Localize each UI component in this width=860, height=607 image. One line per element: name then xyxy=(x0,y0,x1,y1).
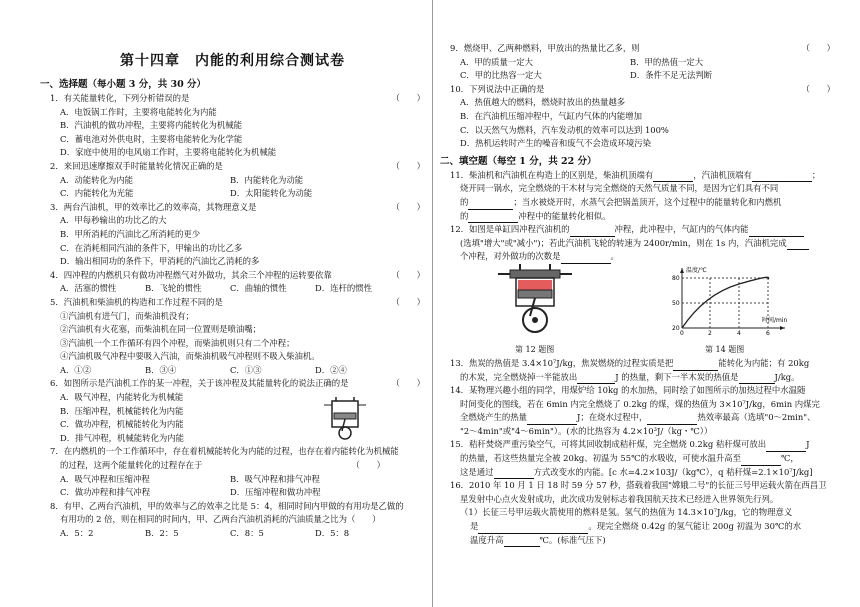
q11-line4: 的 冲程中的能量转化相似。 xyxy=(440,210,835,224)
x-tick-6: 6 xyxy=(766,329,770,336)
q5-statement-3: ③汽油机一个工作循环有四个冲程，而柴油机则只有二个冲程； xyxy=(60,337,295,348)
column-divider xyxy=(432,0,433,607)
q12-blank-4[interactable] xyxy=(561,253,611,264)
engine-stroke-figure xyxy=(490,264,580,336)
q14-line1: 14．某物理兴趣小组的同学，用煤炉给 10kg 的水加热，同时绘了如图所示的加热过程中水温随 xyxy=(450,385,806,396)
y-tick-80: 80 xyxy=(672,274,680,282)
q13-blank-2[interactable] xyxy=(577,373,615,384)
q7-options-row1: A．吸气冲程和压缩冲程 B．吸气冲程和排气冲程 xyxy=(60,473,320,484)
q5-statement-1: ①汽油机有进气门，而柴油机没有； xyxy=(60,310,194,321)
q1-option-d: D．家庭中使用的电风扇工作时，主要将电能转化为机械能 xyxy=(60,147,277,158)
q11-blank-2[interactable] xyxy=(752,171,812,182)
chart-x-label: 时间/min xyxy=(762,316,788,324)
q15-line3: 这是通过 方式改变水的内能。[c 水=4.2×103J/（kg℃），q 秸秆煤=2.1×10⁷J/kg] xyxy=(440,466,835,480)
q10-option-b: B．在汽油机压缩冲程中，气缸内气体的内能增加 xyxy=(460,110,643,121)
q11-line3: 的 ；当水被烧开时，水蒸气会把锅盖顶开，这个过程中的能量转化和内燃机 xyxy=(440,196,835,210)
q10-option-d: D．热机运转时产生的噪音和废气不会造成环境污染 xyxy=(460,138,651,149)
q2-options-row2: C．内能转化为光能 D．太阳能转化为动能 xyxy=(60,188,313,199)
x-tick-0: 0 xyxy=(680,329,684,336)
q14-line2: 时间变化的图线，若在 6min 内完全燃烧了 0.2kg 的煤，煤的热值为 3×10⁷J/kg，6min 内煤完 xyxy=(460,398,820,409)
q7-stem-cont: 的过程，这两个能量转化的过程存在于 （ ） xyxy=(60,460,385,471)
q6-option-a: A．吸气冲程，内能转化为机械能 xyxy=(60,392,184,403)
q10-stem: 10．下列说法中正确的是 （ ） xyxy=(450,83,835,94)
q15-blank-2[interactable] xyxy=(741,455,781,466)
q1-stem: 1．有关能量转化，下列分析错误的是 （ ） xyxy=(50,93,425,103)
q14-blank-2[interactable] xyxy=(647,414,697,425)
q6-option-c: C．做功冲程，机械能转化为内能 xyxy=(60,419,184,430)
q15-blank-1[interactable] xyxy=(766,441,806,452)
q15-line1: 15．秸秆焚烧严重污染空气，可将其回收制成秸秆煤，完全燃烧 0.2kg 秸秆煤可放出 J xyxy=(440,438,835,452)
right-column xyxy=(440,10,835,547)
q16-line5: 温度升高 ℃。(标准气压下) xyxy=(440,534,835,548)
fig12-caption: 第 12 题图 xyxy=(515,344,555,354)
q2-stem: 2．来回迅速摩擦双手时能量转化情况正确的是 （ ） xyxy=(50,160,425,171)
y-tick-20: 20 xyxy=(672,324,680,332)
x-tick-2: 2 xyxy=(708,329,712,336)
q8-stem: 8．有甲、乙两台汽油机，甲的效率与乙的效率之比是 5：4，相同时间内甲做的有用功是乙做的 xyxy=(50,500,404,511)
q6-stem: 6．如图所示是汽油机工作的某一冲程，关于该冲程及其能量转化的说法正确的是 （ ） xyxy=(50,378,425,389)
q14-blank-1[interactable] xyxy=(527,414,577,425)
left-column xyxy=(40,10,425,541)
q12-blank-2[interactable] xyxy=(749,226,804,237)
q12-blank-3[interactable] xyxy=(787,239,809,250)
q13-line2: 的木炭，完全燃烧掉一半能放出 J 的热量，剩下一半木炭的热值是 J/kg。 xyxy=(440,371,835,385)
q3-stem: 3．两台汽油机，甲的效率比乙的效率高，其物理意义是 （ ） xyxy=(50,201,425,212)
q12-line3: 个冲程，对外做功的次数是 。 xyxy=(440,250,835,264)
chart-y-label: 温度/℃ xyxy=(686,266,707,274)
q15-line2: 的热量，若这些热量完全被 20kg、初温为 55℃的水吸收，可使水温升高至 ℃， xyxy=(440,452,835,466)
q12-line1: 12．如图是单缸四冲程汽油机的 冲程，此冲程中，气缸内的气体内能 xyxy=(440,223,835,237)
q11-blank-3[interactable] xyxy=(468,199,513,210)
q5-statement-4: ④汽油机吸气冲程中要吸入汽油，而柴油机吸气冲程则不吸入柴油机。 xyxy=(60,351,320,362)
figure-captions xyxy=(440,344,835,357)
q14-line4: "2～4min"或"4～6min"）。(水的比热容为 4.2×10³J/（kg・℃）） xyxy=(460,425,713,436)
q3-option-c: C．在消耗相同汽油的条件下，甲输出的功比乙多 xyxy=(60,242,243,253)
q13-line1: 13．焦炭的热值是 3.4×10⁷J/kg，焦炭燃烧的过程实质是把 能转化为内能；有 20kg xyxy=(440,357,835,371)
q11-line1: 11．柴油机和汽油机在构造上的区别是，柴油机顶端有 ，汽油机顶端有 ； xyxy=(440,169,835,183)
q9-options-row1: A．甲的质量一定大 B．甲的热值一定大 xyxy=(460,56,704,67)
q12-line2: (选填"增大"或"减小")；若此汽油机飞轮的转速为 2400r/min，则在 1s 内，汽油机完成 xyxy=(440,237,835,251)
q5-statement-2: ②汽油机有火花塞，而柴油机在同一位置则是喷油嘴； xyxy=(60,324,261,335)
q6-option-b: B．压缩冲程，机械能转化为内能 xyxy=(60,405,184,416)
q10-option-c: C．以天然气为燃料，汽车发动机的效率可以达到 100% xyxy=(460,124,669,135)
fig14-caption: 第 14 题图 xyxy=(705,344,745,354)
q9-stem: 9．燃烧甲、乙两种燃料，甲放出的热量比乙多，则 （ ） xyxy=(450,43,835,53)
q1-option-c: C．蓄电池对外供电时，主要将电能转化为化学能 xyxy=(60,133,243,144)
q1-option-b: B．汽油机的做功冲程，主要将内能转化为机械能 xyxy=(60,120,243,131)
q5-options: A．①② B．③④ C．①③ D．②④ xyxy=(60,364,347,375)
q11-line2: 烧开同一锅水，完全燃烧的干木材与完全燃烧的天然气质量不同，是因为它们具有不同 xyxy=(460,183,779,194)
q4-stem: 4．四冲程的内燃机只有做功冲程燃气对外做功，其余三个冲程的运转要依靠 （ ） xyxy=(50,269,425,280)
q7-options-row2: C．做功冲程和排气冲程 D．压缩冲程和做功冲程 xyxy=(60,487,321,498)
q3-option-b: B．甲所消耗的汽油比乙所消耗的更少 xyxy=(60,228,201,239)
page-title: 第十四章 内能的利用综合测试卷 xyxy=(120,53,345,69)
q8-options: A．5：2 B．2：5 C．8：5 D．5：8 xyxy=(60,528,350,538)
q16-line2: 星发射中心点火发射成功，此次成功发射标志着我国航天技术已经进入世界领先行列。 xyxy=(460,493,779,504)
y-tick-50: 50 xyxy=(672,299,680,307)
q10-option-a: A．热值越大的燃料，燃烧时放出的热量越多 xyxy=(460,97,626,108)
q14-line3: 全燃烧产生的热量 J；在烧水过程中， 热效率最高（选填"0～2min"、 xyxy=(440,411,835,425)
q16-blank-2[interactable] xyxy=(504,536,540,547)
q9-options-row2: C．甲的比热容一定大 D．条件不足无法判断 xyxy=(460,70,713,81)
q7-stem: 7．在内燃机的一个工作循环中，存在着机械能转化为内能的过程，也存在着内能转化为机械能 xyxy=(50,446,399,457)
q2-options-row1: A．动能转化为内能 B．内能转化为动能 xyxy=(60,174,304,185)
figures-row xyxy=(440,264,835,344)
q6-block xyxy=(40,391,425,445)
q16-line1: 16．2010 年 10 月 1 日 18 时 59 分 57 秒，搭载着我国"嫦娥二号"的长征三号甲运载火箭在西昌卫 xyxy=(450,480,827,491)
q15-blank-3[interactable] xyxy=(494,468,534,479)
q13-blank-1[interactable] xyxy=(673,360,718,371)
q16-line4: 是 。现完全燃烧 0.42g 的氢气能让 200g 初温为 30℃的水 xyxy=(440,520,835,534)
temperature-time-chart xyxy=(660,264,790,336)
q3-option-a: A．甲每秒输出的功比乙的大 xyxy=(60,215,167,226)
q6-option-d: D．排气冲程，机械能转化为内能 xyxy=(60,432,184,443)
x-tick-4: 4 xyxy=(737,329,741,336)
q4-options: A．活塞的惯性 B．飞轮的惯性 C．曲轴的惯性 D．连杆的惯性 xyxy=(60,283,372,294)
q11-blank-4[interactable] xyxy=(468,212,518,223)
section-fill-heading: 二、填空题（每空 1 分，共 22 分） xyxy=(440,155,597,167)
q12-blank-1[interactable] xyxy=(570,226,615,237)
q8-stem-cont: 有用功的 2 倍，则在相同的时间内，甲、乙两台汽油机消耗的汽油质量之比为（ ） xyxy=(60,514,381,525)
q1-option-a: A．电饭锅工作时，主要将电能转化为内能 xyxy=(60,106,217,117)
q3-option-d: D．输出相同功的条件下，甲消耗的汽油比乙消耗的多 xyxy=(60,256,260,267)
q11-blank-1[interactable] xyxy=(653,171,693,182)
q16-line3: （1）长征三号甲运载火箭使用的燃料是氢。氢气的热值为 14.3×10⁷J/kg，它的物理意义 xyxy=(460,507,793,518)
q16-blank-1[interactable] xyxy=(478,523,588,534)
engine-cylinder-figure xyxy=(320,395,370,441)
q13-blank-3[interactable] xyxy=(739,373,775,384)
q5-stem: 5．汽油机和柴油机的构造和工作过程不同的是 （ ） xyxy=(50,296,425,307)
section-choice-heading: 一、选择题（每小题 3 分，共 30 分） xyxy=(40,79,207,90)
